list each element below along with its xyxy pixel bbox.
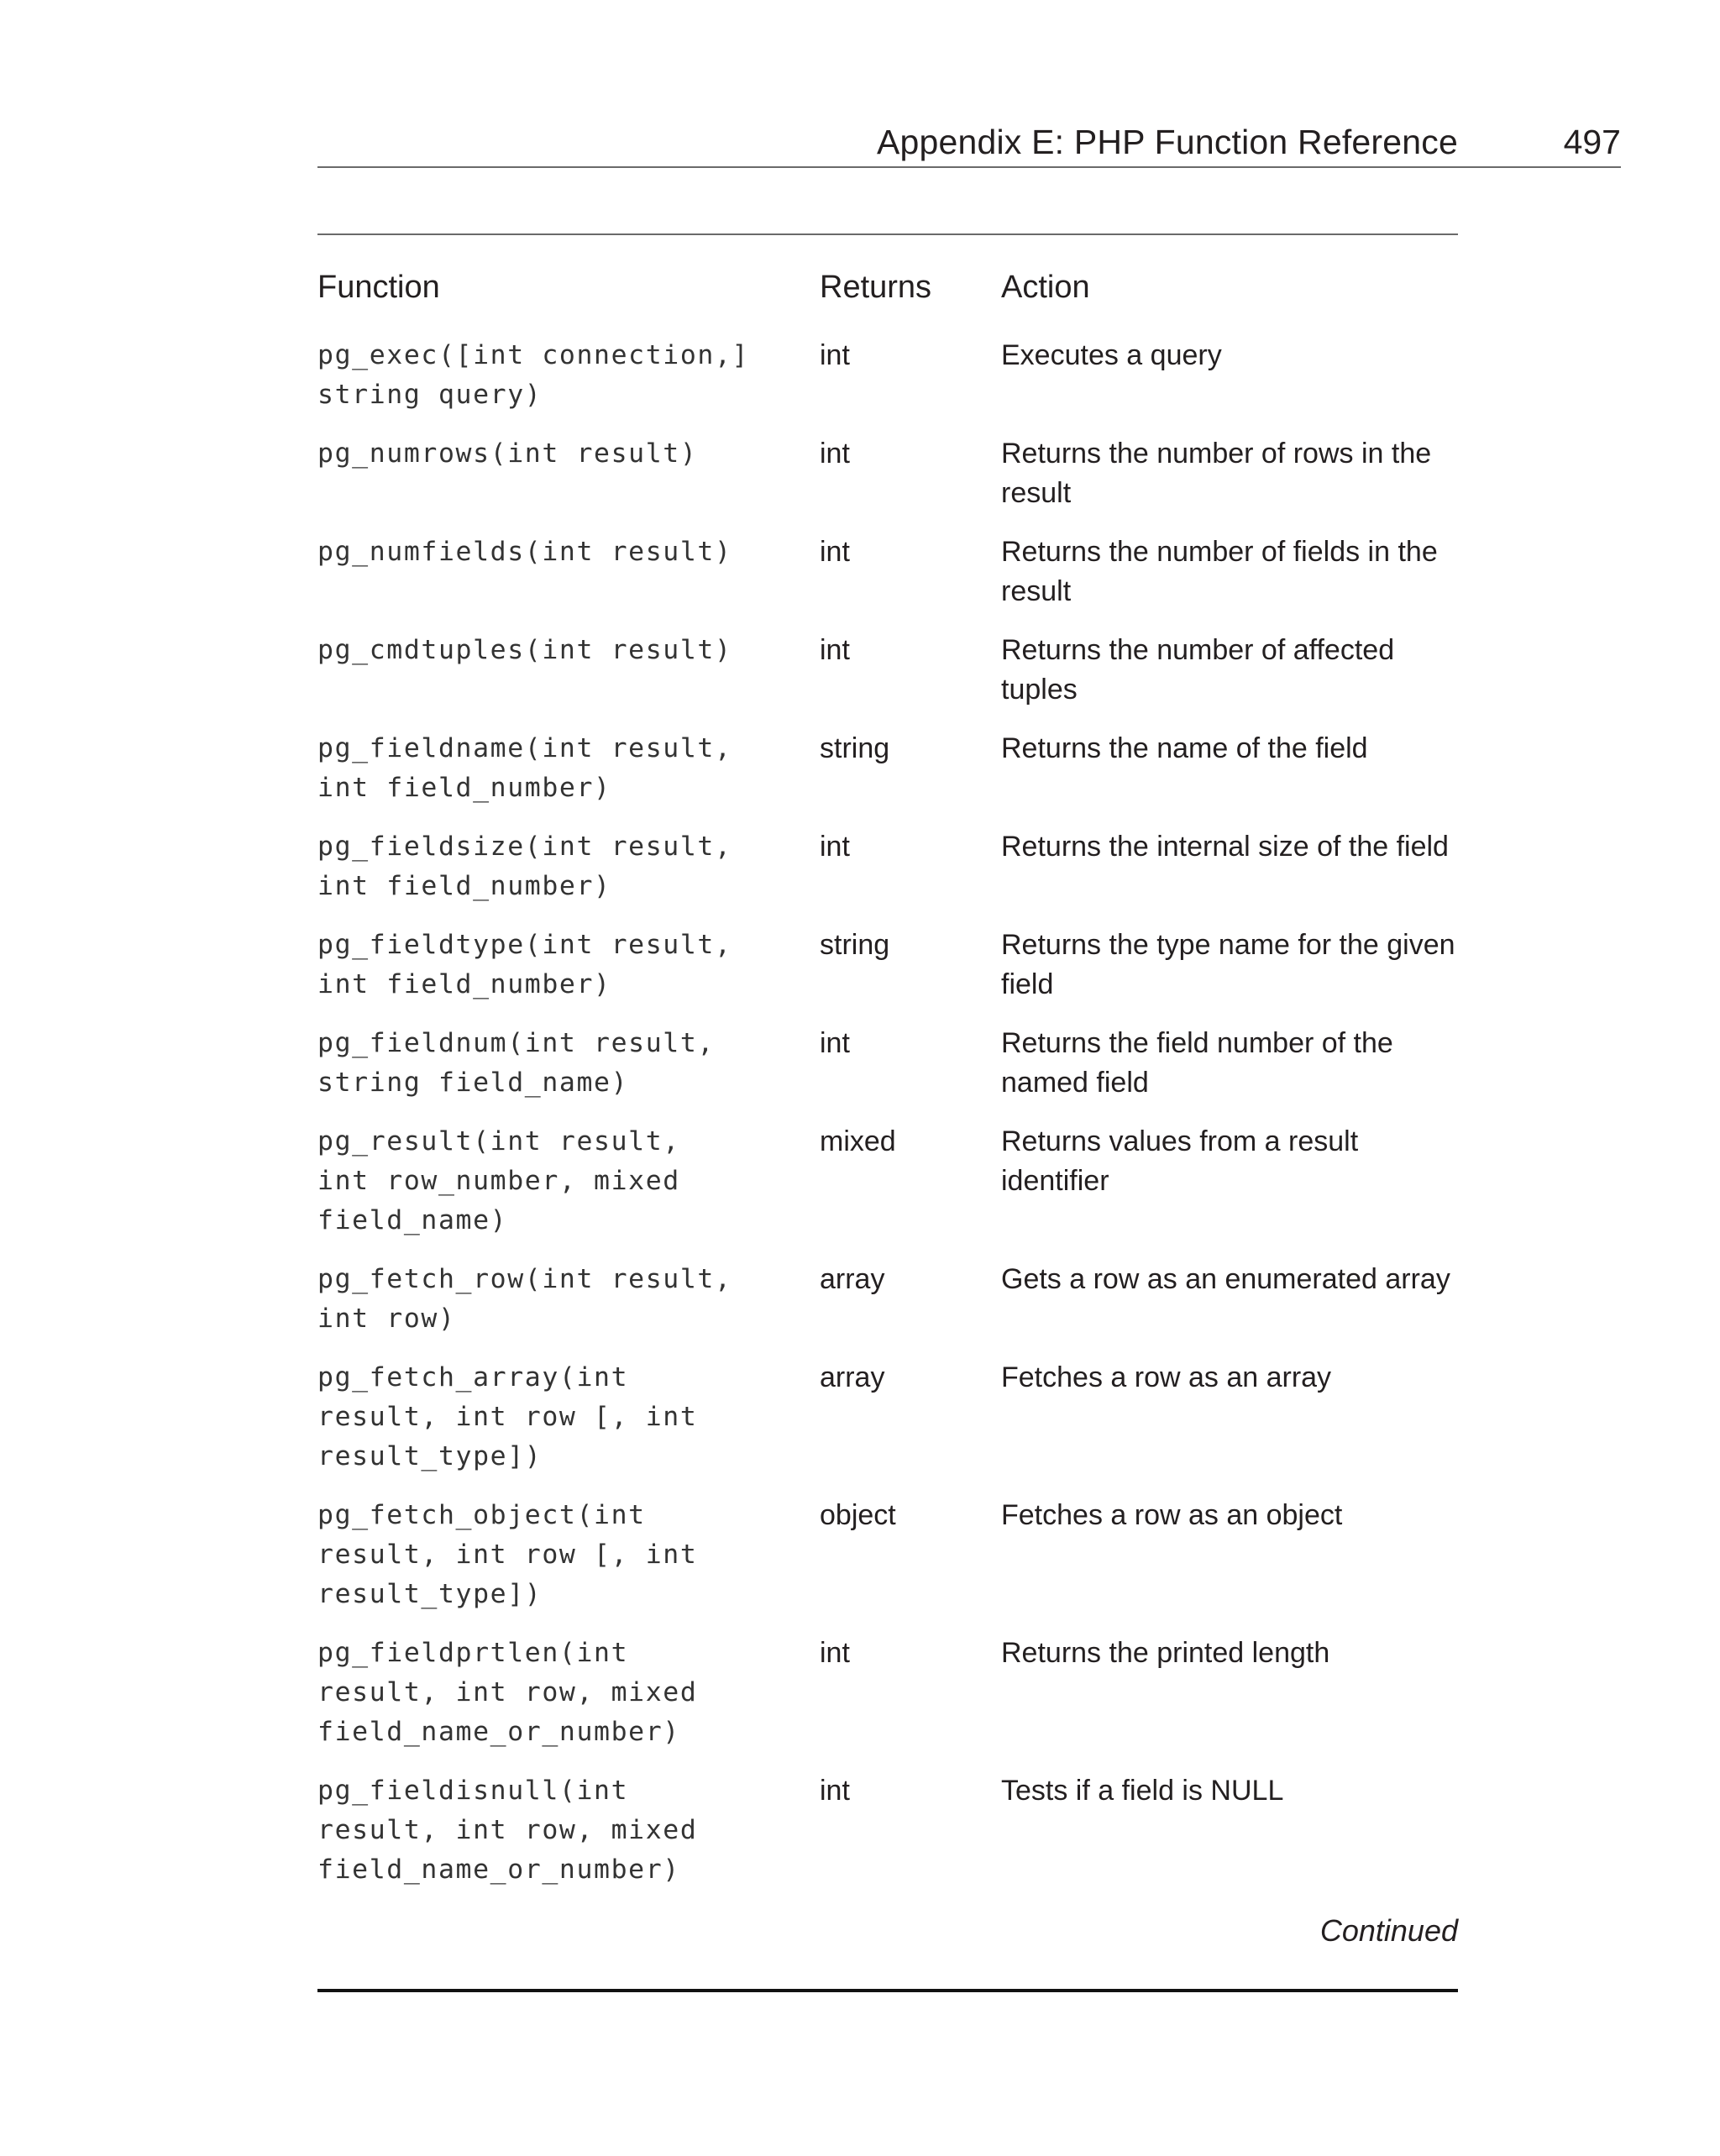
return-type: string	[820, 929, 890, 961]
action-description: Returns the number of fields in the result	[1001, 536, 1438, 607]
function-signature: pg_fieldnum(int result, string field_name)	[317, 1028, 715, 1098]
return-type: int	[820, 1637, 850, 1669]
table-row	[317, 827, 1458, 926]
function-signature: pg_fetch_array(int result, int row [, int result_type])	[317, 1362, 698, 1471]
return-type: int	[820, 1775, 850, 1807]
action-description: Fetches a row as an object	[1001, 1499, 1343, 1531]
function-signature: pg_fetch_object(int result, int row [, int result_type])	[317, 1500, 698, 1609]
table-row	[317, 1496, 1458, 1634]
return-type: int	[820, 536, 850, 568]
table-row	[317, 1634, 1458, 1771]
column-header-returns: Returns	[820, 270, 932, 305]
function-signature: pg_result(int result, int row_number, mixed field_name)	[317, 1126, 680, 1235]
return-type: object	[820, 1499, 896, 1531]
table-bottom-rule	[317, 1989, 1458, 1992]
action-description: Returns values from a result identifier	[1001, 1125, 1359, 1197]
return-type: array	[820, 1361, 885, 1393]
continued-note: Continued	[1319, 1913, 1458, 1948]
table-row	[317, 729, 1458, 827]
action-description: Gets a row as an enumerated array	[1001, 1263, 1450, 1295]
running-head-title: Appendix E: PHP Function Reference	[876, 123, 1458, 161]
return-type: mixed	[820, 1125, 896, 1157]
table-row	[317, 631, 1458, 729]
action-description: Returns the number of affected tuples	[1001, 634, 1395, 706]
action-description: Returns the printed length	[1001, 1637, 1330, 1669]
table-row	[317, 434, 1458, 532]
table-row	[317, 336, 1458, 434]
return-type: string	[820, 732, 890, 764]
table-row	[317, 532, 1458, 631]
function-signature: pg_exec([int connection,] string query)	[317, 340, 750, 410]
table-row	[317, 1358, 1458, 1496]
action-description: Returns the number of rows in the result	[1001, 438, 1432, 509]
return-type: array	[820, 1263, 885, 1295]
function-signature: pg_numfields(int result)	[317, 537, 732, 567]
action-description: Returns the name of the field	[1001, 732, 1368, 764]
return-type: int	[820, 1027, 850, 1059]
function-signature: pg_fieldtype(int result, int field_number)	[317, 930, 732, 999]
function-signature: pg_fieldname(int result, int field_number)	[317, 733, 732, 803]
page-number: 497	[1563, 123, 1621, 161]
action-description: Returns the field number of the named field	[1001, 1027, 1393, 1099]
table-header-row	[317, 269, 1458, 336]
function-signature: pg_fieldsize(int result, int field_number)	[317, 831, 732, 901]
table-row	[317, 1771, 1458, 1909]
return-type: int	[820, 831, 850, 863]
function-signature: pg_fieldprtlen(int result, int row, mixed field_name_or_number)	[317, 1638, 698, 1747]
function-reference-table-container	[317, 233, 1458, 1909]
function-signature: pg_fieldisnull(int result, int row, mixed field_name_or_number)	[317, 1776, 698, 1885]
table-body	[317, 336, 1458, 1909]
function-reference-table	[317, 269, 1458, 1909]
table-row	[317, 1024, 1458, 1122]
action-description: Fetches a row as an array	[1001, 1361, 1332, 1393]
return-type: int	[820, 438, 850, 469]
action-description: Tests if a field is NULL	[1001, 1775, 1284, 1807]
return-type: int	[820, 634, 850, 666]
table-top-rule	[317, 233, 1458, 235]
column-header-function: Function	[317, 270, 440, 305]
function-signature: pg_numrows(int result)	[317, 438, 698, 469]
action-description: Returns the type name for the given field	[1001, 929, 1455, 1000]
page-header	[317, 118, 1621, 168]
function-signature: pg_cmdtuples(int result)	[317, 635, 732, 665]
action-description: Returns the internal size of the field	[1001, 831, 1449, 863]
action-description: Executes a query	[1001, 339, 1222, 371]
table-row	[317, 926, 1458, 1024]
function-signature: pg_fetch_row(int result, int row)	[317, 1264, 732, 1334]
column-header-action: Action	[1001, 270, 1090, 305]
table-row	[317, 1260, 1458, 1358]
return-type: int	[820, 339, 850, 371]
table-row	[317, 1122, 1458, 1260]
